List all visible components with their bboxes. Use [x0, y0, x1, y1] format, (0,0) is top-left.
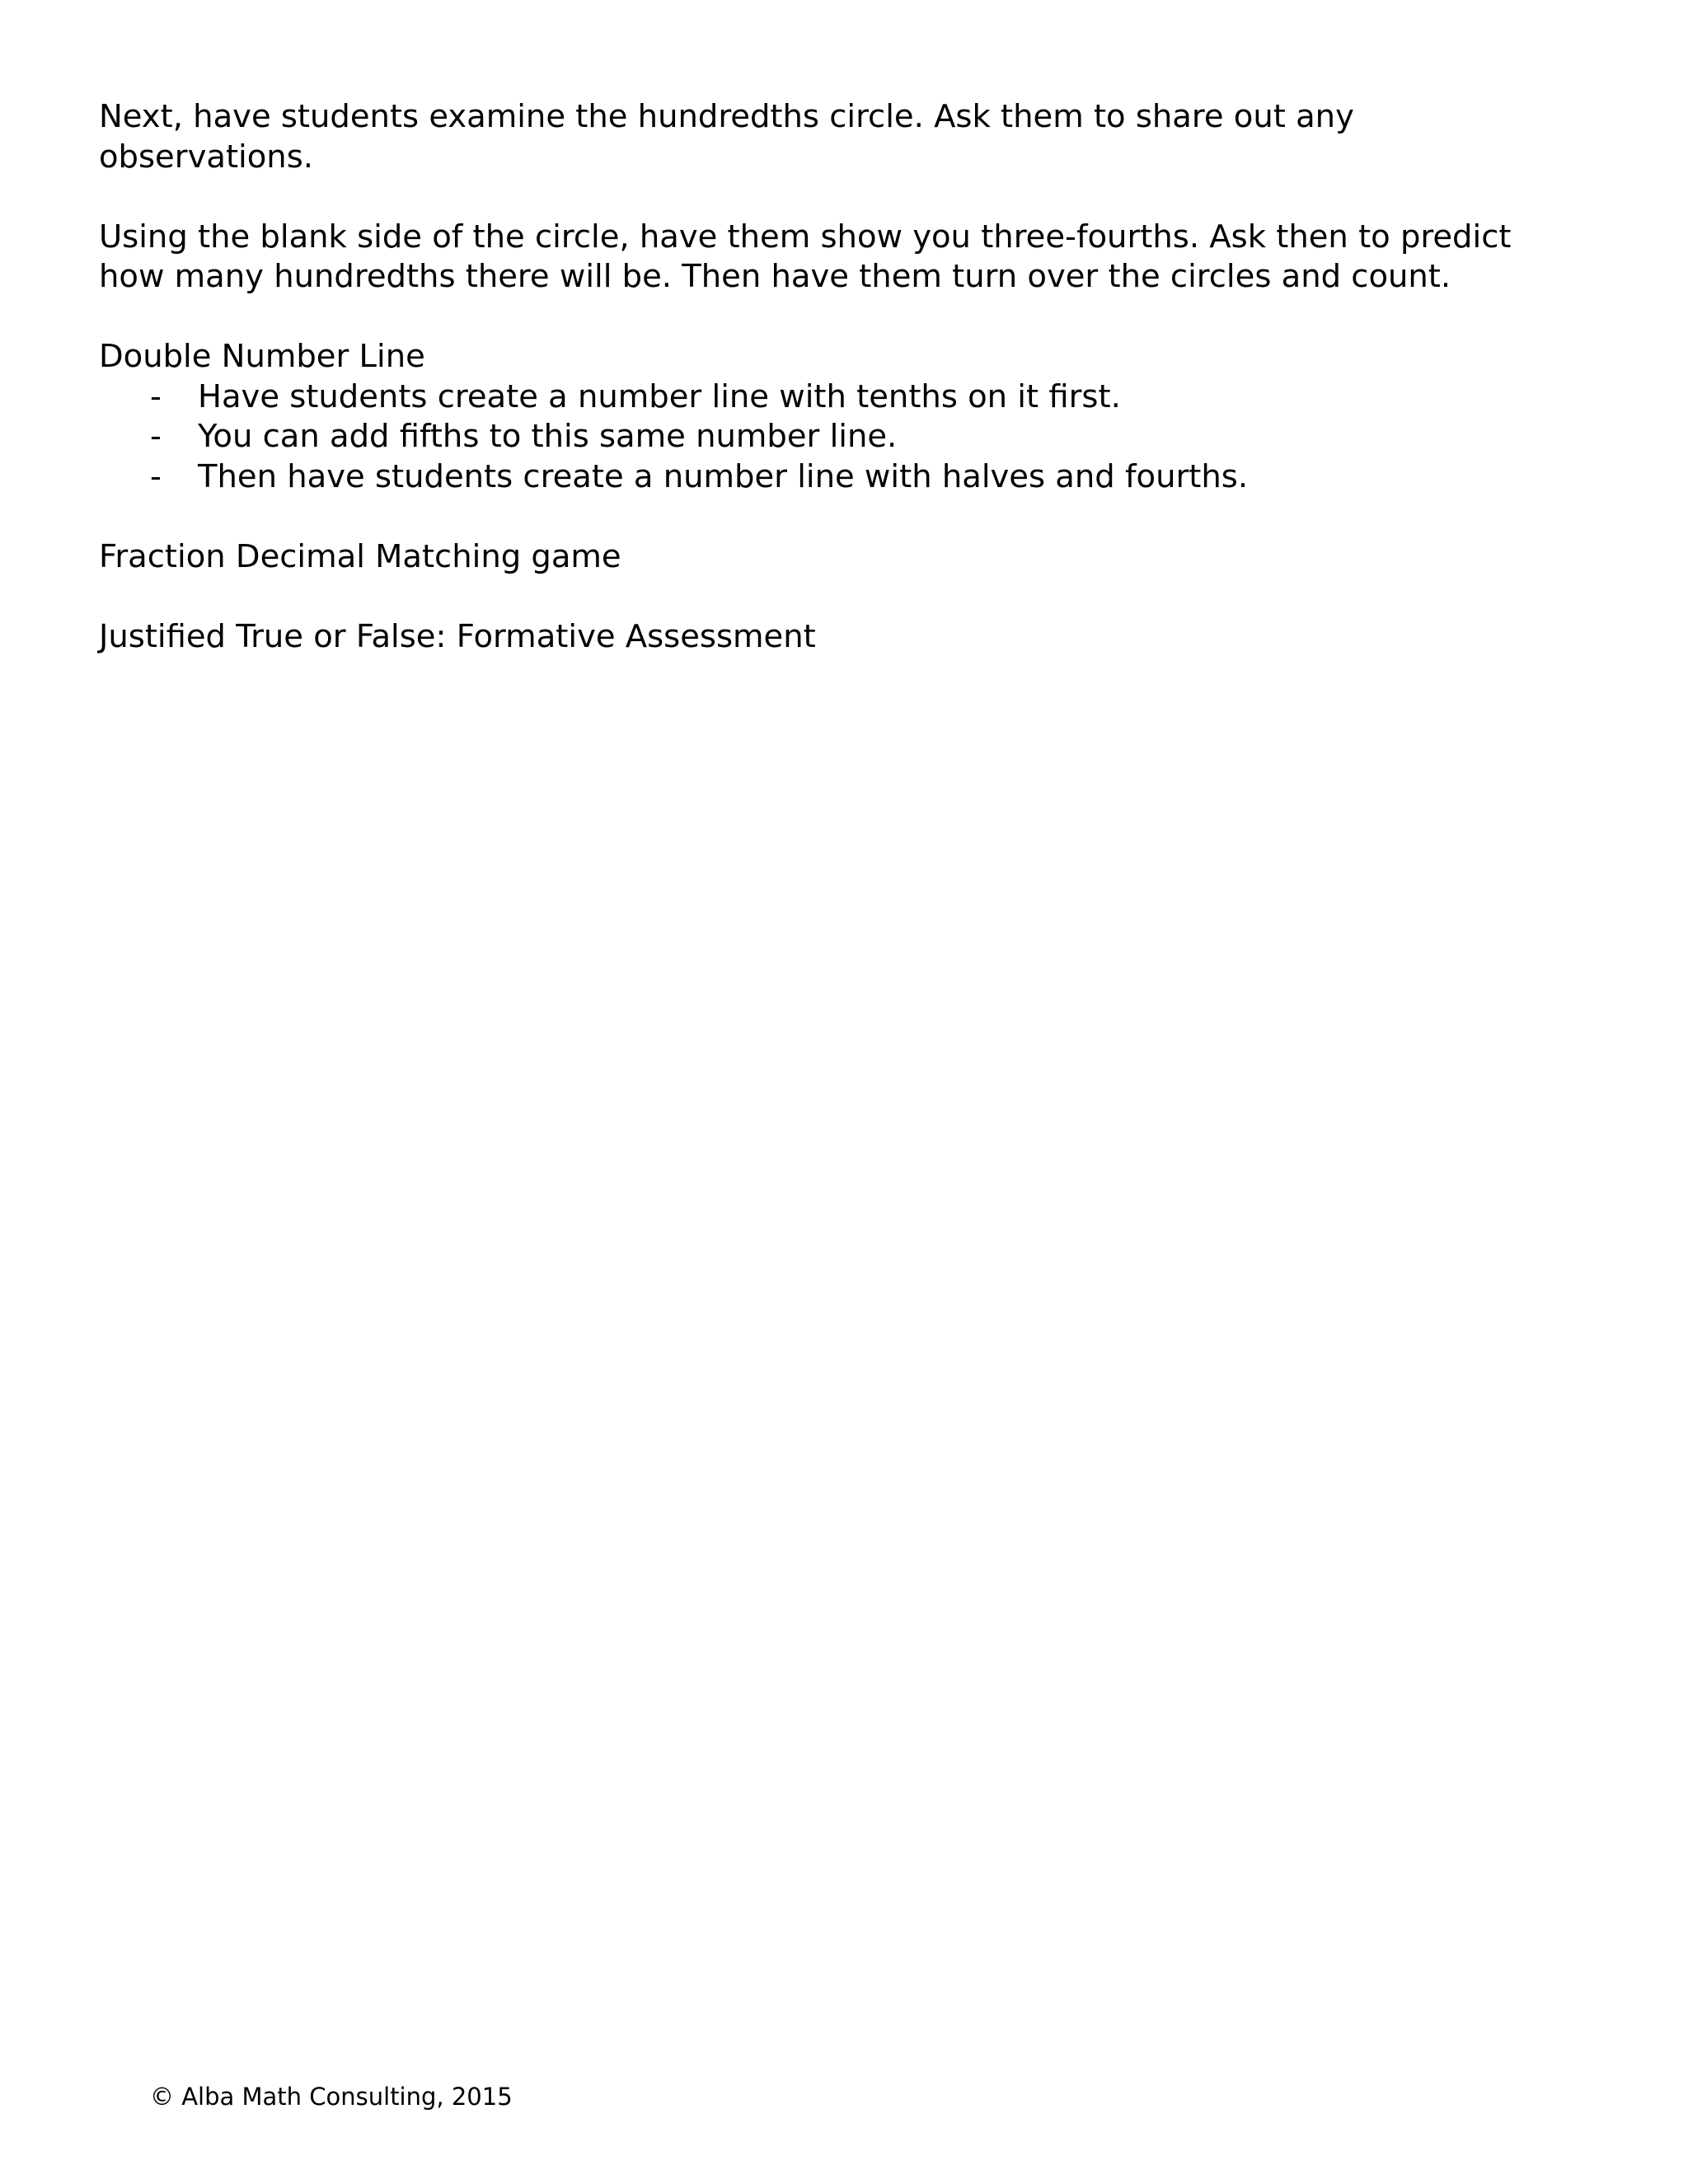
- list-item: [99, 417, 1599, 457]
- list-item-text: Have students create a number line with tenths on it first.: [198, 377, 1121, 415]
- copyright-footer: © Alba Math Consulting, 2015: [150, 2083, 513, 2111]
- hundredths-paragraph: [99, 97, 1599, 177]
- true-false-line: Justified True or False: Formative Assessment: [99, 617, 816, 655]
- hundredths-line-1: Next, have students examine the hundredths circle. Ask them to share out any: [99, 98, 1354, 135]
- paragraph-spacer: [99, 177, 1599, 218]
- double-number-line-heading: Double Number Line: [99, 338, 425, 375]
- bullet-dash: -: [150, 418, 162, 455]
- hundredths-line-2: observations.: [99, 138, 313, 176]
- list-item-text: Then have students create a number line with halves and fourths.: [198, 457, 1249, 495]
- bullet-dash: -: [150, 457, 162, 495]
- matching-game-line: Fraction Decimal Matching game: [99, 537, 621, 575]
- list-item: [99, 457, 1599, 498]
- paragraph-spacer: [99, 577, 1599, 617]
- blank-side-paragraph: [99, 218, 1599, 298]
- paragraph-spacer: [99, 298, 1599, 338]
- bullet-dash: -: [150, 377, 162, 415]
- blank-side-line-2: how many hundredths there will be. Then have them turn over the circles and count.: [99, 258, 1451, 295]
- document-body: [99, 97, 1599, 657]
- blank-side-line-1: Using the blank side of the circle, have them show you three-fourths. Ask then to predict: [99, 218, 1512, 255]
- list-item-text: You can add fifths to this same number line.: [198, 418, 898, 455]
- paragraph-spacer: [99, 497, 1599, 537]
- list-item: [99, 377, 1599, 418]
- double-number-line-list: [99, 377, 1599, 498]
